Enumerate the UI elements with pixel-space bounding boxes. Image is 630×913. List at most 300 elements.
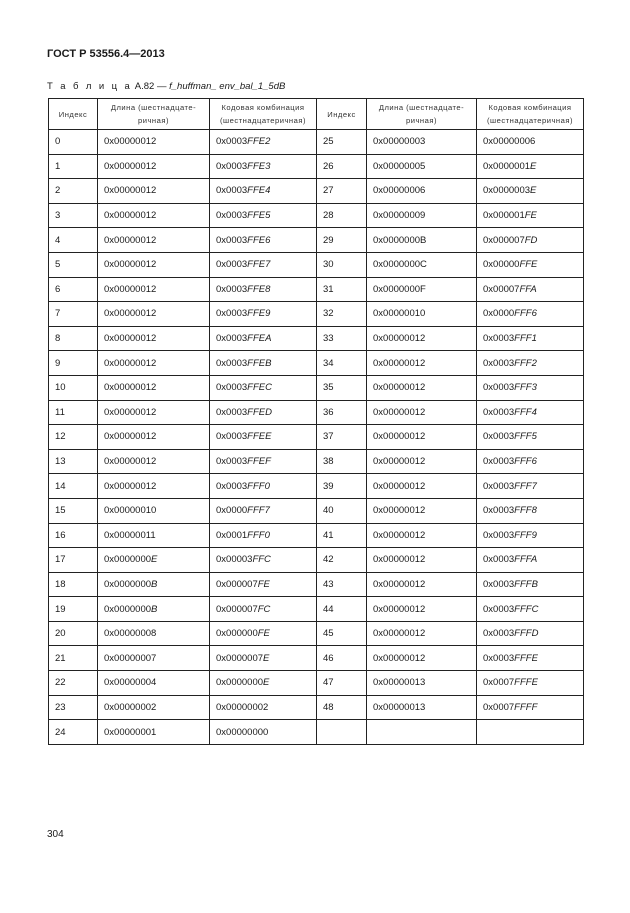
cell-value: 3 <box>55 210 61 222</box>
index-cell <box>317 130 367 155</box>
cell-value-italic: FE <box>524 210 537 222</box>
cell-value: 0x0003 <box>483 529 515 541</box>
cell-value: 38 <box>323 456 334 468</box>
cell-value: 0x00007 <box>483 283 520 295</box>
cell-value: 0x00000012 <box>373 628 426 640</box>
table-row <box>49 474 584 499</box>
col-header-length: Длина (шестнадцате-ричная) <box>367 99 477 130</box>
length-cell <box>367 351 477 376</box>
cell-value: 0x00000012 <box>104 333 157 345</box>
col-header-index: Индекс <box>49 99 98 130</box>
length-cell <box>98 720 210 745</box>
col-header-length: Длина (шестнадцате-ричная) <box>98 99 210 130</box>
code-cell <box>210 252 317 277</box>
cell-value: 0x00000002 <box>104 701 157 713</box>
col-header-code: Кодовая комбинация (шестнадцатеричная) <box>210 99 317 130</box>
document-header: ГОСТ Р 53556.4—2013 <box>47 48 165 60</box>
cell-value: 6 <box>55 283 61 295</box>
index-cell <box>317 179 367 204</box>
length-cell <box>367 228 477 253</box>
table-row <box>49 179 584 204</box>
cell-value-italic: FFE4 <box>247 185 271 197</box>
cell-value-italic: FFA <box>519 283 537 295</box>
cell-value: 30 <box>323 259 334 271</box>
code-cell <box>477 523 584 548</box>
cell-value: 0x0003 <box>216 382 248 394</box>
cell-value: 32 <box>323 308 334 320</box>
cell-value: 0x0000007 <box>216 652 264 664</box>
code-cell <box>210 228 317 253</box>
length-cell <box>98 203 210 228</box>
cell-value: 14 <box>55 480 66 492</box>
length-cell <box>367 449 477 474</box>
index-cell <box>49 252 98 277</box>
index-cell <box>317 203 367 228</box>
index-cell <box>317 695 367 720</box>
code-cell <box>210 130 317 155</box>
cell-value: 46 <box>323 652 334 664</box>
cell-value: 0x0003 <box>216 160 248 172</box>
cell-value: 0x0000 <box>216 505 248 517</box>
index-cell <box>317 597 367 622</box>
cell-value: 0x00000005 <box>373 160 426 172</box>
index-cell <box>49 400 98 425</box>
index-cell <box>49 597 98 622</box>
index-cell <box>49 646 98 671</box>
code-cell <box>210 179 317 204</box>
code-cell <box>210 498 317 523</box>
cell-value: 11 <box>55 406 65 418</box>
caption-prefix: Т а б л и ц а <box>47 81 133 92</box>
code-cell <box>210 572 317 597</box>
cell-value: 0x0003 <box>483 505 515 517</box>
length-cell <box>367 671 477 696</box>
cell-value: 0x00000006 <box>483 136 536 148</box>
code-cell <box>210 720 317 745</box>
cell-value-italic: FFEA <box>247 333 272 345</box>
cell-value-italic: E <box>530 160 537 172</box>
code-cell <box>210 154 317 179</box>
cell-value-italic: FFF6 <box>514 308 537 320</box>
cell-value-italic: FFFE <box>514 677 538 689</box>
cell-value: 0x00000012 <box>373 357 426 369</box>
index-cell <box>317 326 367 351</box>
cell-value: 0x0000003 <box>483 185 531 197</box>
cell-value: 0x00000000 <box>216 726 269 738</box>
cell-value-italic: B <box>151 578 158 590</box>
cell-value: 5 <box>55 259 61 271</box>
cell-value: 9 <box>55 357 61 369</box>
cell-value: 48 <box>323 701 334 713</box>
cell-value: 0x0003 <box>216 406 248 418</box>
cell-value: 0x0003 <box>483 431 515 443</box>
index-cell <box>317 621 367 646</box>
cell-value: 0x0003 <box>216 333 248 345</box>
cell-value-italic: FFE6 <box>247 234 271 246</box>
cell-value: 0x0000000 <box>104 554 152 566</box>
cell-value: 0x0003 <box>216 234 248 246</box>
index-cell <box>317 449 367 474</box>
cell-value-italic: FFEC <box>247 382 272 394</box>
cell-value-italic: FFF0 <box>247 480 270 492</box>
index-cell <box>49 695 98 720</box>
cell-value: 24 <box>55 726 66 738</box>
code-cell <box>477 498 584 523</box>
code-cell <box>477 671 584 696</box>
cell-value-italic: FFF8 <box>514 505 537 517</box>
cell-value-italic: FFE <box>519 259 538 271</box>
cell-value: 0x0003 <box>483 406 515 418</box>
cell-value: 0x000007 <box>483 234 525 246</box>
cell-value: 0x0003 <box>216 431 248 443</box>
table-row <box>49 498 584 523</box>
cell-value-italic: FFFC <box>514 603 539 615</box>
cell-value: 0x0000000B <box>373 234 427 246</box>
cell-value: 0x00000013 <box>373 701 426 713</box>
code-cell <box>210 474 317 499</box>
table-row <box>49 671 584 696</box>
length-cell <box>98 179 210 204</box>
index-cell <box>317 277 367 302</box>
cell-value: 0x00000012 <box>373 554 426 566</box>
code-cell <box>477 621 584 646</box>
cell-value: 0x0003 <box>216 456 248 468</box>
table-body <box>49 130 584 745</box>
table-row <box>49 375 584 400</box>
index-cell <box>49 498 98 523</box>
cell-value: 39 <box>323 480 334 492</box>
index-cell <box>317 400 367 425</box>
cell-value: 12 <box>55 431 66 443</box>
index-cell <box>49 277 98 302</box>
index-cell <box>49 523 98 548</box>
table-row <box>49 252 584 277</box>
cell-value: 0x00000011 <box>104 529 156 541</box>
code-cell <box>477 228 584 253</box>
code-cell <box>210 326 317 351</box>
cell-value-italic: E <box>151 554 158 566</box>
index-cell <box>49 375 98 400</box>
table-row <box>49 597 584 622</box>
code-cell <box>477 375 584 400</box>
length-cell <box>98 375 210 400</box>
code-cell <box>210 400 317 425</box>
length-cell <box>367 375 477 400</box>
cell-value-italic: B <box>151 603 158 615</box>
cell-value: 2 <box>55 185 61 197</box>
length-cell <box>98 474 210 499</box>
table-row <box>49 277 584 302</box>
length-cell <box>367 252 477 277</box>
cell-value: 0x0003 <box>216 357 248 369</box>
cell-value: 0x0000 <box>483 308 515 320</box>
cell-value: 43 <box>323 578 334 590</box>
code-cell <box>477 326 584 351</box>
cell-value: 0x00000009 <box>373 210 426 222</box>
length-cell <box>367 523 477 548</box>
code-cell <box>477 548 584 573</box>
index-cell <box>317 548 367 573</box>
cell-value: 0x00000004 <box>104 677 157 689</box>
cell-value: 0x000001 <box>483 210 525 222</box>
length-cell <box>367 400 477 425</box>
code-cell <box>210 523 317 548</box>
cell-value-italic: FFFF <box>514 701 538 713</box>
code-cell <box>210 621 317 646</box>
cell-value-italic: FFF6 <box>514 456 537 468</box>
cell-value: 0x0003 <box>483 480 515 492</box>
cell-value: 0x0003 <box>216 283 248 295</box>
code-cell <box>477 695 584 720</box>
code-cell <box>210 351 317 376</box>
cell-value: 19 <box>55 603 66 615</box>
cell-value: 0x00000012 <box>104 456 157 468</box>
cell-value: 0x00000002 <box>216 701 269 713</box>
cell-value: 16 <box>55 529 66 541</box>
cell-value: 0x00000012 <box>104 160 157 172</box>
cell-value-italic: FFF9 <box>514 529 537 541</box>
cell-value: 0x0003 <box>216 259 248 271</box>
cell-value: 44 <box>323 603 334 615</box>
huffman-code-table <box>48 98 584 745</box>
cell-value: 0x0000000 <box>216 677 264 689</box>
cell-value: 13 <box>55 456 66 468</box>
cell-value: 0x00000012 <box>104 234 157 246</box>
table-row <box>49 351 584 376</box>
index-cell <box>49 130 98 155</box>
code-cell <box>477 646 584 671</box>
cell-value: 0x00000007 <box>104 652 157 664</box>
index-cell <box>317 474 367 499</box>
cell-value: 0x0001 <box>216 529 248 541</box>
cell-value-italic: E <box>530 185 537 197</box>
length-cell <box>367 572 477 597</box>
cell-value: 35 <box>323 382 334 394</box>
length-cell <box>98 597 210 622</box>
index-cell <box>49 425 98 450</box>
index-cell <box>317 302 367 327</box>
page-number: 304 <box>47 829 64 840</box>
cell-value: 0x00000012 <box>104 357 157 369</box>
cell-value: 0x0003 <box>483 628 515 640</box>
cell-value: 0x00000012 <box>373 505 426 517</box>
index-cell <box>317 498 367 523</box>
cell-value: 41 <box>323 529 334 541</box>
cell-value: 0x00000012 <box>373 333 426 345</box>
cell-value: 0x00000001 <box>104 726 157 738</box>
length-cell <box>367 154 477 179</box>
cell-value-italic: FFE7 <box>247 259 271 271</box>
cell-value: 18 <box>55 578 66 590</box>
length-cell <box>98 154 210 179</box>
length-cell <box>98 548 210 573</box>
code-cell <box>210 277 317 302</box>
length-cell <box>98 621 210 646</box>
cell-value: 0x00000012 <box>373 603 426 615</box>
length-cell <box>367 498 477 523</box>
caption-name: f_huffman_ env_bal_1_5dB <box>169 81 286 92</box>
table-row <box>49 523 584 548</box>
cell-value: 10 <box>55 382 66 394</box>
code-cell <box>210 302 317 327</box>
cell-value: 0 <box>55 136 61 148</box>
col-header-code: Кодовая комбинация (шестнадцатеричная) <box>477 99 584 130</box>
cell-value: 0x0003 <box>483 357 515 369</box>
index-cell <box>49 548 98 573</box>
index-cell <box>49 621 98 646</box>
cell-value-italic: FFEB <box>247 357 272 369</box>
index-cell <box>317 720 367 745</box>
cell-value: 0x0000000C <box>373 259 427 271</box>
caption-number: A.82 — <box>134 81 167 92</box>
length-cell <box>98 449 210 474</box>
cell-value: 0x000007 <box>216 603 258 615</box>
cell-value-italic: FFFD <box>514 628 539 640</box>
cell-value: 7 <box>55 308 61 320</box>
code-cell <box>210 449 317 474</box>
length-cell <box>367 302 477 327</box>
table-row <box>49 548 584 573</box>
length-cell <box>367 179 477 204</box>
cell-value-italic: FFF7 <box>247 505 270 517</box>
length-cell <box>367 621 477 646</box>
cell-value-italic: FFE2 <box>247 136 271 148</box>
code-cell <box>210 425 317 450</box>
length-cell <box>98 498 210 523</box>
table-row <box>49 154 584 179</box>
col-header-index: Индекс <box>317 99 367 130</box>
code-cell <box>477 154 584 179</box>
index-cell <box>317 425 367 450</box>
cell-value: 27 <box>323 185 334 197</box>
length-cell <box>367 695 477 720</box>
cell-value: 0x00000012 <box>373 578 426 590</box>
cell-value: 0x00000010 <box>373 308 426 320</box>
code-cell <box>477 400 584 425</box>
table-row <box>49 572 584 597</box>
cell-value: 0x0003 <box>483 652 515 664</box>
cell-value: 0x0003 <box>216 308 248 320</box>
code-cell <box>477 277 584 302</box>
index-cell <box>317 523 367 548</box>
length-cell <box>367 646 477 671</box>
table-row <box>49 203 584 228</box>
length-cell <box>98 646 210 671</box>
index-cell <box>317 671 367 696</box>
length-cell <box>98 326 210 351</box>
table-row <box>49 646 584 671</box>
index-cell <box>317 351 367 376</box>
cell-value-italic: FFEF <box>247 456 271 468</box>
code-cell <box>477 572 584 597</box>
cell-value: 0x00000012 <box>104 308 157 320</box>
code-cell <box>477 302 584 327</box>
length-cell <box>98 572 210 597</box>
cell-value-italic: FFE3 <box>247 160 271 172</box>
index-cell <box>49 302 98 327</box>
cell-value: 0x00003 <box>216 554 253 566</box>
cell-value: 0x00000012 <box>373 406 426 418</box>
cell-value: 0x00000012 <box>373 431 426 443</box>
table-row <box>49 621 584 646</box>
length-cell <box>367 474 477 499</box>
code-cell <box>477 351 584 376</box>
length-cell <box>367 548 477 573</box>
length-cell <box>98 130 210 155</box>
cell-value: 15 <box>55 505 66 517</box>
code-cell <box>477 130 584 155</box>
length-cell <box>367 720 477 745</box>
code-cell <box>210 695 317 720</box>
table-row <box>49 302 584 327</box>
index-cell <box>317 646 367 671</box>
cell-value-italic: FFF5 <box>514 431 537 443</box>
cell-value: 0x0003 <box>483 603 515 615</box>
cell-value: 0x0003 <box>483 456 515 468</box>
cell-value: 0x00000008 <box>104 628 157 640</box>
cell-value: 0x0003 <box>216 480 248 492</box>
cell-value-italic: FC <box>257 603 271 615</box>
code-cell <box>477 597 584 622</box>
index-cell <box>49 351 98 376</box>
cell-value-italic: FFC <box>252 554 271 566</box>
cell-value: 0x0000001 <box>483 160 531 172</box>
index-cell <box>49 474 98 499</box>
index-cell <box>49 671 98 696</box>
cell-value: 0x00000013 <box>373 677 426 689</box>
cell-value: 0x000007 <box>216 578 258 590</box>
length-cell <box>367 203 477 228</box>
table-row <box>49 326 584 351</box>
cell-value: 0x0003 <box>216 210 248 222</box>
cell-value: 0x00000003 <box>373 136 426 148</box>
cell-value: 0x00000012 <box>104 406 157 418</box>
cell-value-italic: FFF3 <box>514 382 537 394</box>
index-cell <box>49 572 98 597</box>
cell-value: 28 <box>323 210 334 222</box>
index-cell <box>49 449 98 474</box>
cell-value: 0x00000012 <box>104 136 157 148</box>
cell-value: 20 <box>55 628 66 640</box>
table-row <box>49 449 584 474</box>
table-header-row <box>49 99 584 130</box>
code-cell <box>210 203 317 228</box>
cell-value-italic: FFFA <box>514 554 538 566</box>
cell-value: 8 <box>55 333 61 345</box>
cell-value: 0x00000012 <box>373 456 426 468</box>
cell-value: 0x00000006 <box>373 185 426 197</box>
cell-value-italic: FFF1 <box>514 333 537 345</box>
cell-value: 22 <box>55 677 66 689</box>
cell-value: 0x0000000 <box>104 603 152 615</box>
code-cell <box>477 474 584 499</box>
cell-value: 0x00000012 <box>104 382 157 394</box>
table-row <box>49 228 584 253</box>
index-cell <box>49 228 98 253</box>
cell-value: 23 <box>55 701 66 713</box>
length-cell <box>98 400 210 425</box>
index-cell <box>317 375 367 400</box>
cell-value-italic: FFEE <box>247 431 272 443</box>
cell-value: 0x00000012 <box>104 210 157 222</box>
length-cell <box>98 302 210 327</box>
index-cell <box>49 203 98 228</box>
index-cell <box>317 154 367 179</box>
code-cell <box>477 720 584 745</box>
cell-value: 0x00000012 <box>104 283 157 295</box>
cell-value: 0x00000010 <box>104 505 157 517</box>
cell-value: 0x0003 <box>483 578 515 590</box>
